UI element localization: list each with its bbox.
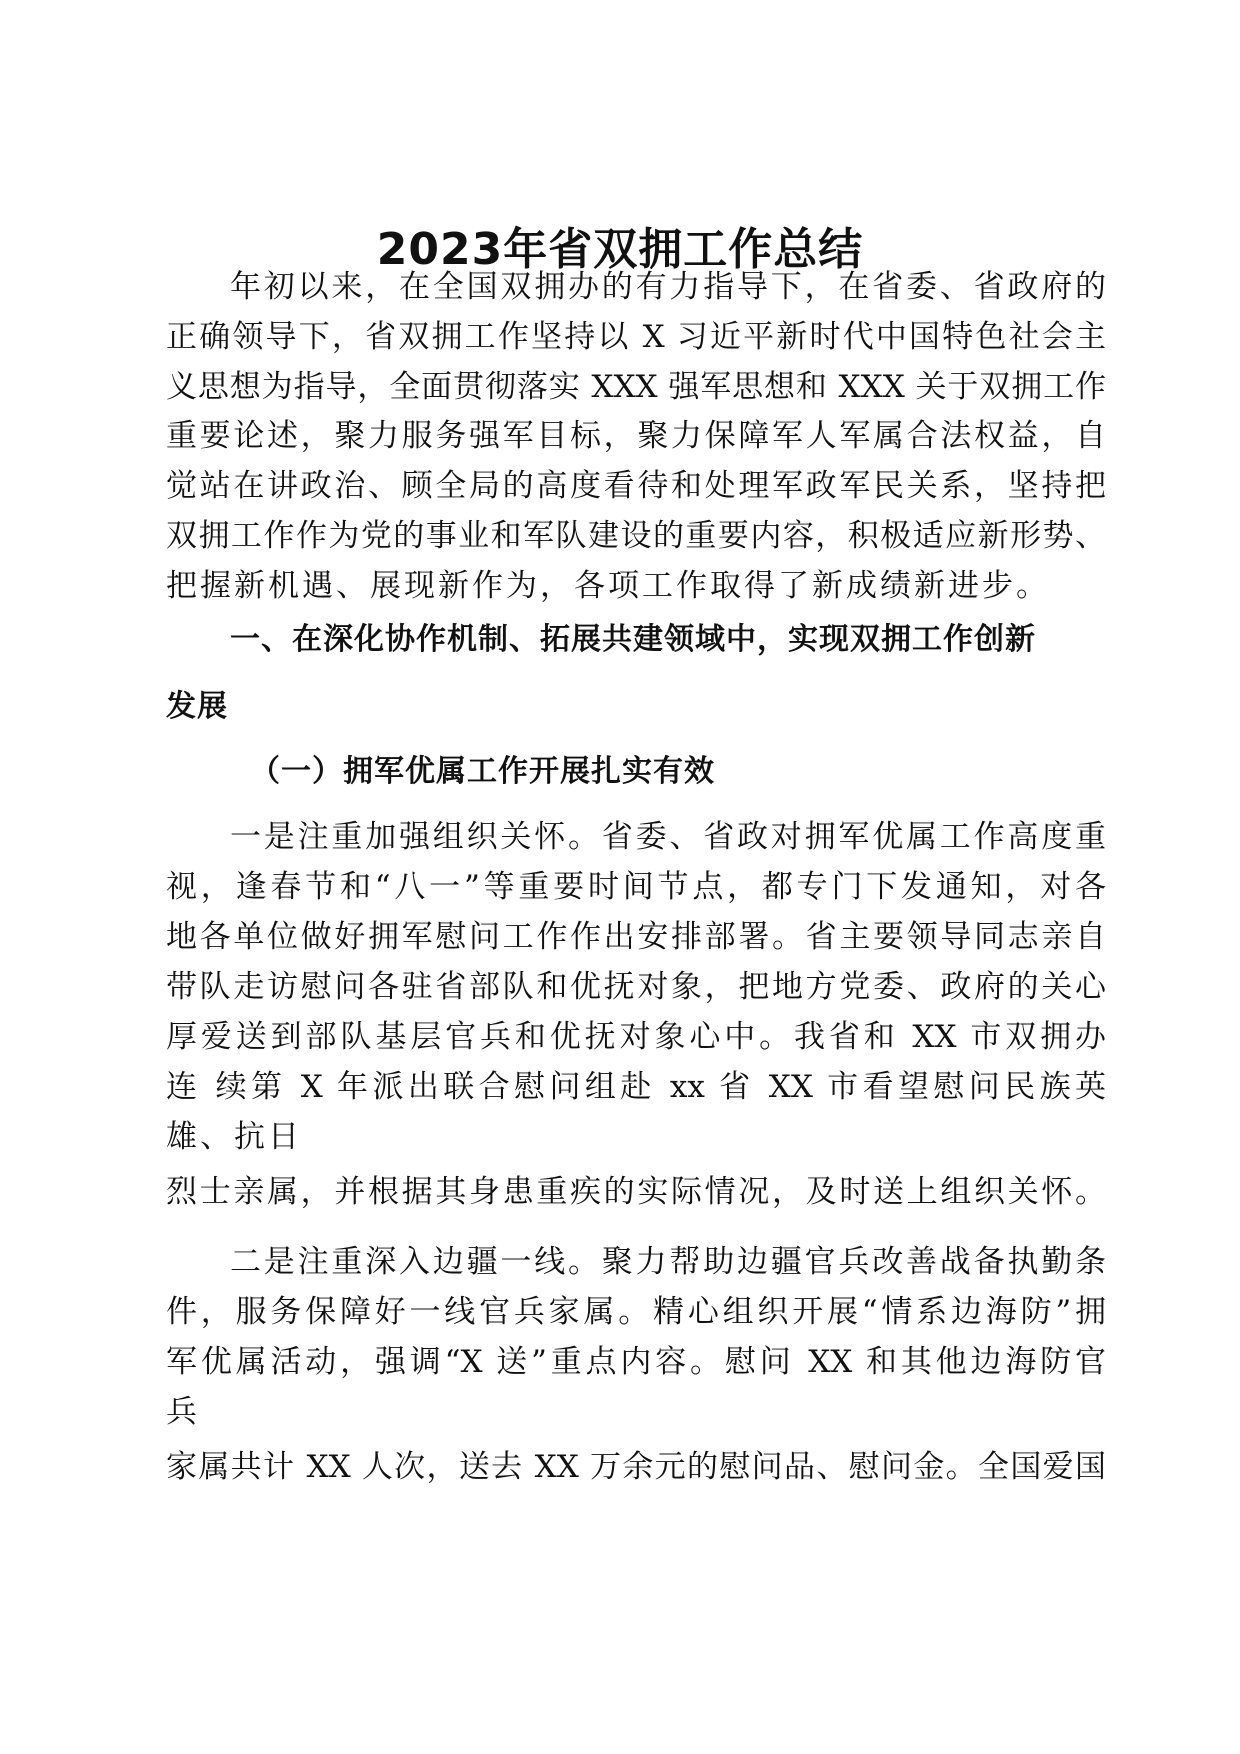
intro-line: 年初以来，在全国双拥办的有力指导下，在省委、省政府的: [230, 269, 1106, 305]
body-line: 家属共计 XX 人次，送去 XX 万余元的慰问品、慰问金。全国爱国: [166, 1449, 1106, 1485]
body-line: 一是注重加强组织关怀。省委、省政对拥军优属工作高度重: [230, 819, 1106, 855]
body-line: 雄、抗日: [166, 1119, 302, 1155]
intro-line: 双拥工作作为党的事业和军队建设的重要内容，积极适应新形势、: [166, 518, 1106, 554]
body-line: 军优属活动，强调“X 送”重点内容。慰问 XX 和其他边海防官: [166, 1344, 1106, 1380]
intro-line: 义思想为指导，全面贯彻落实 XXX 强军思想和 XXX 关于双拥工作: [166, 369, 1106, 405]
intro-line: 正确领导下，省双拥工作坚持以 X 习近平新时代中国特色社会主: [166, 319, 1106, 355]
body-line: 件，服务保障好一线官兵家属。精心组织开展“情系边海防”拥: [166, 1294, 1106, 1330]
body-line: 兵: [166, 1394, 200, 1430]
body-line: 视，逢春节和“八一”等重要时间节点，都专门下发通知，对各: [166, 869, 1106, 905]
body-line: 连 续第 X 年派出联合慰问组赴 xx 省 XX 市看望慰问民族英: [166, 1069, 1106, 1105]
intro-line: 重要论述，聚力服务强军目标，聚力保障军人军属合法权益，自: [166, 418, 1106, 454]
body-line: 地各单位做好拥军慰问工作作出安排部署。省主要领导同志亲自: [166, 919, 1106, 955]
intro-line: 觉站在讲政治、顾全局的高度看待和处理军政军民关系，坚持把: [166, 468, 1106, 504]
body-line: 厚爱送到部队基层官兵和优抚对象心中。我省和 XX 市双拥办: [166, 1019, 1106, 1055]
body-line: 烈士亲属，并根据其身患重疾的实际情况，及时送上组织关怀。: [166, 1174, 1106, 1210]
section-heading-continued: 发展: [166, 689, 228, 724]
body-line: 二是注重深入边疆一线。聚力帮助边疆官兵改善战备执勤条: [230, 1244, 1106, 1280]
subsection-heading: （一）拥军优属工作开展扎实有效: [250, 754, 715, 789]
intro-line: 把握新机遇、展现新作为，各项工作取得了新成绩新进步。: [166, 568, 1050, 604]
document-title: 2023年省双拥工作总结: [376, 224, 864, 275]
section-heading: 一、在深化协作机制、拓展共建领域中，实现双拥工作创新: [230, 622, 1036, 657]
body-line: 带队走访慰问各驻省部队和优抚对象，把地方党委、政府的关心: [166, 969, 1106, 1005]
